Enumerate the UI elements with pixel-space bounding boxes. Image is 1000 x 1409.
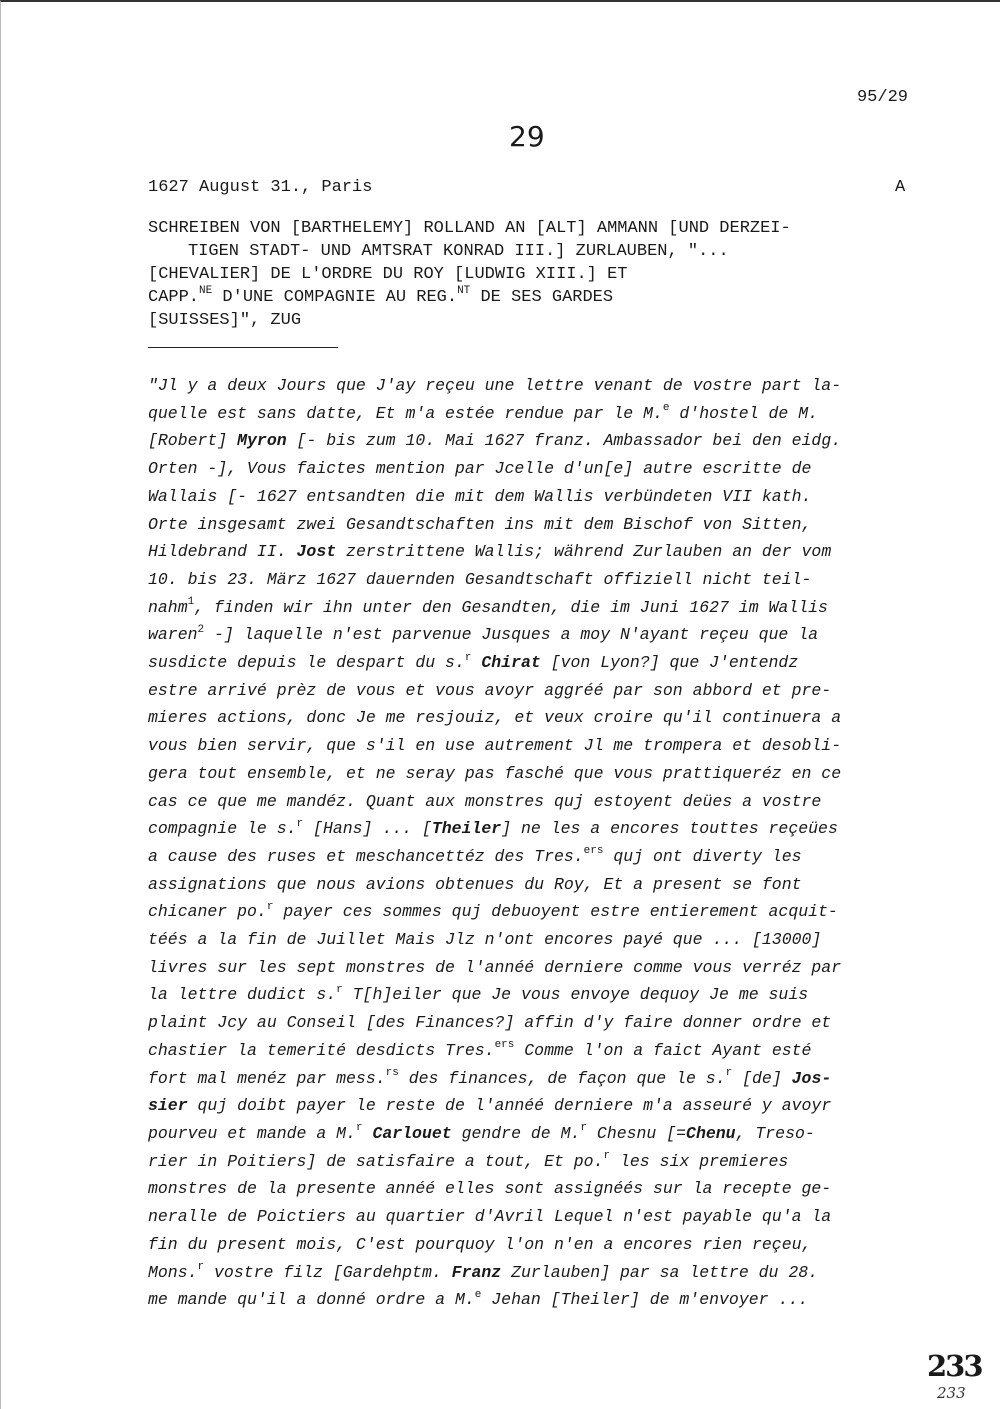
heading-line: SCHREIBEN VON [BARTHELEMY] ROLLAND AN [ALT] AMMANN [UND DERZEI- bbox=[148, 219, 791, 238]
body-line: compagnie le s.$^r$ [Hans] ... [Theiler] ne les a encores touttes reçeües bbox=[148, 817, 838, 839]
body-line: chicaner po.$^r$ payer ces sommes quj debuoyent estre entierement acquit- bbox=[148, 900, 838, 922]
archive-reference: 95/29 bbox=[856, 88, 908, 107]
letter-body bbox=[148, 372, 918, 1314]
separator-rule bbox=[148, 347, 338, 348]
body-line: Orten -], Vous faictes mention par Jcelle d'un[e] autre escritte de bbox=[148, 459, 812, 479]
body-line: waren$^2$ -] laquelle n'est parvenue Jusques a moy N'ayant reçeu que la bbox=[148, 623, 819, 645]
body-line: rier in Poitiers] de satisfaire a tout, Et po.$^r$ les six premieres bbox=[148, 1150, 789, 1171]
body-line: neralle de Poictiers au quartier d'Avril Lequel n'est payable qu'a la bbox=[148, 1207, 832, 1227]
body-line: fort mal menéz par mess.$^{rs}$ des finances, de façon que le s.$^r$ [de] Jos- bbox=[148, 1067, 832, 1088]
body-line: 10. bis 23. März 1627 dauernden Gesandtschaft offiziell nicht teil- bbox=[148, 569, 812, 589]
body-line: Orte insgesamt zwei Gesandtschaften ins mit dem Bischof von Sitten, bbox=[148, 514, 812, 534]
body-line: sier quj doibt payer le reste de l'annéé derniere m'a asseuré y avoyr bbox=[148, 1096, 832, 1116]
body-line: pourveu et mande a M.$^r$ Carlouet gendre de M.$^r$ Chesnu [=Chenu, Treso- bbox=[148, 1122, 815, 1143]
heading-line: CAPP.$^{NE}$ D'UNE COMPAGNIE AU REG.$^{NT}$ DE SES GARDES bbox=[148, 285, 614, 307]
body-line: me mande qu'il a donné ordre a M.$^e$ Jehan [Theiler] de m'envoyer ... bbox=[148, 1288, 809, 1310]
body-line: [Robert] Myron [- bis zum 10. Mai 1627 franz. Ambassador bei den eidg. bbox=[148, 431, 842, 451]
folio-handwritten: 233 bbox=[937, 1384, 966, 1402]
body-line: estre arrivé prèz de vous et vous avoyr aggréé par son abbord et pre- bbox=[148, 680, 832, 700]
heading-line: [SUISSES]", ZUG bbox=[148, 311, 302, 330]
body-line: cas ce que me mandéz. Quant aux monstres quj estoyent deües a vostre bbox=[148, 791, 822, 811]
body-line: monstres de la presente annéé elles sont assignéés sur la recepte ge- bbox=[148, 1179, 832, 1199]
body-line: susdicte depuis le despart du s.$^r$ Chirat [von Lyon?] que J'entendz bbox=[148, 651, 799, 673]
body-line: gera tout ensemble, et ne seray pas fasché que vous prattiqueréz en ce bbox=[148, 763, 842, 783]
body-line: Mons.$^r$ vostre filz [Gardehptm. Franz Zurlauben] par sa lettre du 28. bbox=[148, 1261, 819, 1282]
body-line: fin du present mois, C'est pourquoy l'on n'en a encores rien reçeu, bbox=[148, 1234, 812, 1254]
body-line: mieres actions, donc Je me resjouiz, et veux croire qu'il continuera a bbox=[148, 708, 842, 728]
body-line: vous bien servir, que s'il en use autrement Jl me trompera et desobli- bbox=[148, 736, 842, 756]
body-line: chastier la temerité desdicts Tres.$^{ers}$ Comme l'on a faict Ayant esté bbox=[148, 1039, 812, 1060]
body-line: livres sur les sept monstres de l'annéé derniere comme vous verréz par bbox=[148, 957, 842, 977]
document-heading bbox=[148, 217, 908, 332]
body-line: quelle est sans datte, Et m'a estée rendue par le M.$^e$ d'hostel de M. bbox=[148, 402, 819, 423]
body-line: a cause des ruses et meschancettéz des Tres.$^{ers}$ quj ont diverty les bbox=[148, 845, 802, 866]
page-number: 29 bbox=[509, 120, 545, 153]
body-line: assignations que nous avions obtenues du Roy, Et a present se font bbox=[148, 874, 802, 894]
body-line: Wallais [- 1627 entsandten die mit dem Wallis verbündeten VII kath. bbox=[148, 486, 812, 506]
folio-stamp: 233 bbox=[927, 1349, 982, 1383]
letter-marker: A bbox=[895, 178, 906, 197]
body-line: la lettre dudict s.$^r$ T[h]eiler que Je vous envoye dequoy Je me suis bbox=[148, 983, 809, 1005]
body-line: nahm$^1$, finden wir ihn unter den Gesandten, die im Juni 1627 im Wallis bbox=[148, 596, 828, 617]
dateline: 1627 August 31., Paris bbox=[148, 178, 373, 197]
body-line: "Jl y a deux Jours que J'ay reçeu une lettre venant de vostre part la- bbox=[148, 376, 842, 395]
heading-line: [CHEVALIER] DE L'ORDRE DU ROY [LUDWIG XIII.] ET bbox=[148, 265, 628, 284]
body-line: téés a la fin de Juillet Mais Jlz n'ont encores payé que ... [13000] bbox=[148, 930, 822, 950]
body-line: plaint Jcy au Conseil [des Finances?] affin d'y faire donner ordre et bbox=[148, 1013, 832, 1033]
body-line: Hildebrand II. Jost zerstrittene Wallis; während Zurlauben an der vom bbox=[148, 542, 832, 562]
heading-line: TIGEN STADT- UND AMTSRAT KONRAD III.] ZURLAUBEN, "... bbox=[188, 242, 729, 261]
